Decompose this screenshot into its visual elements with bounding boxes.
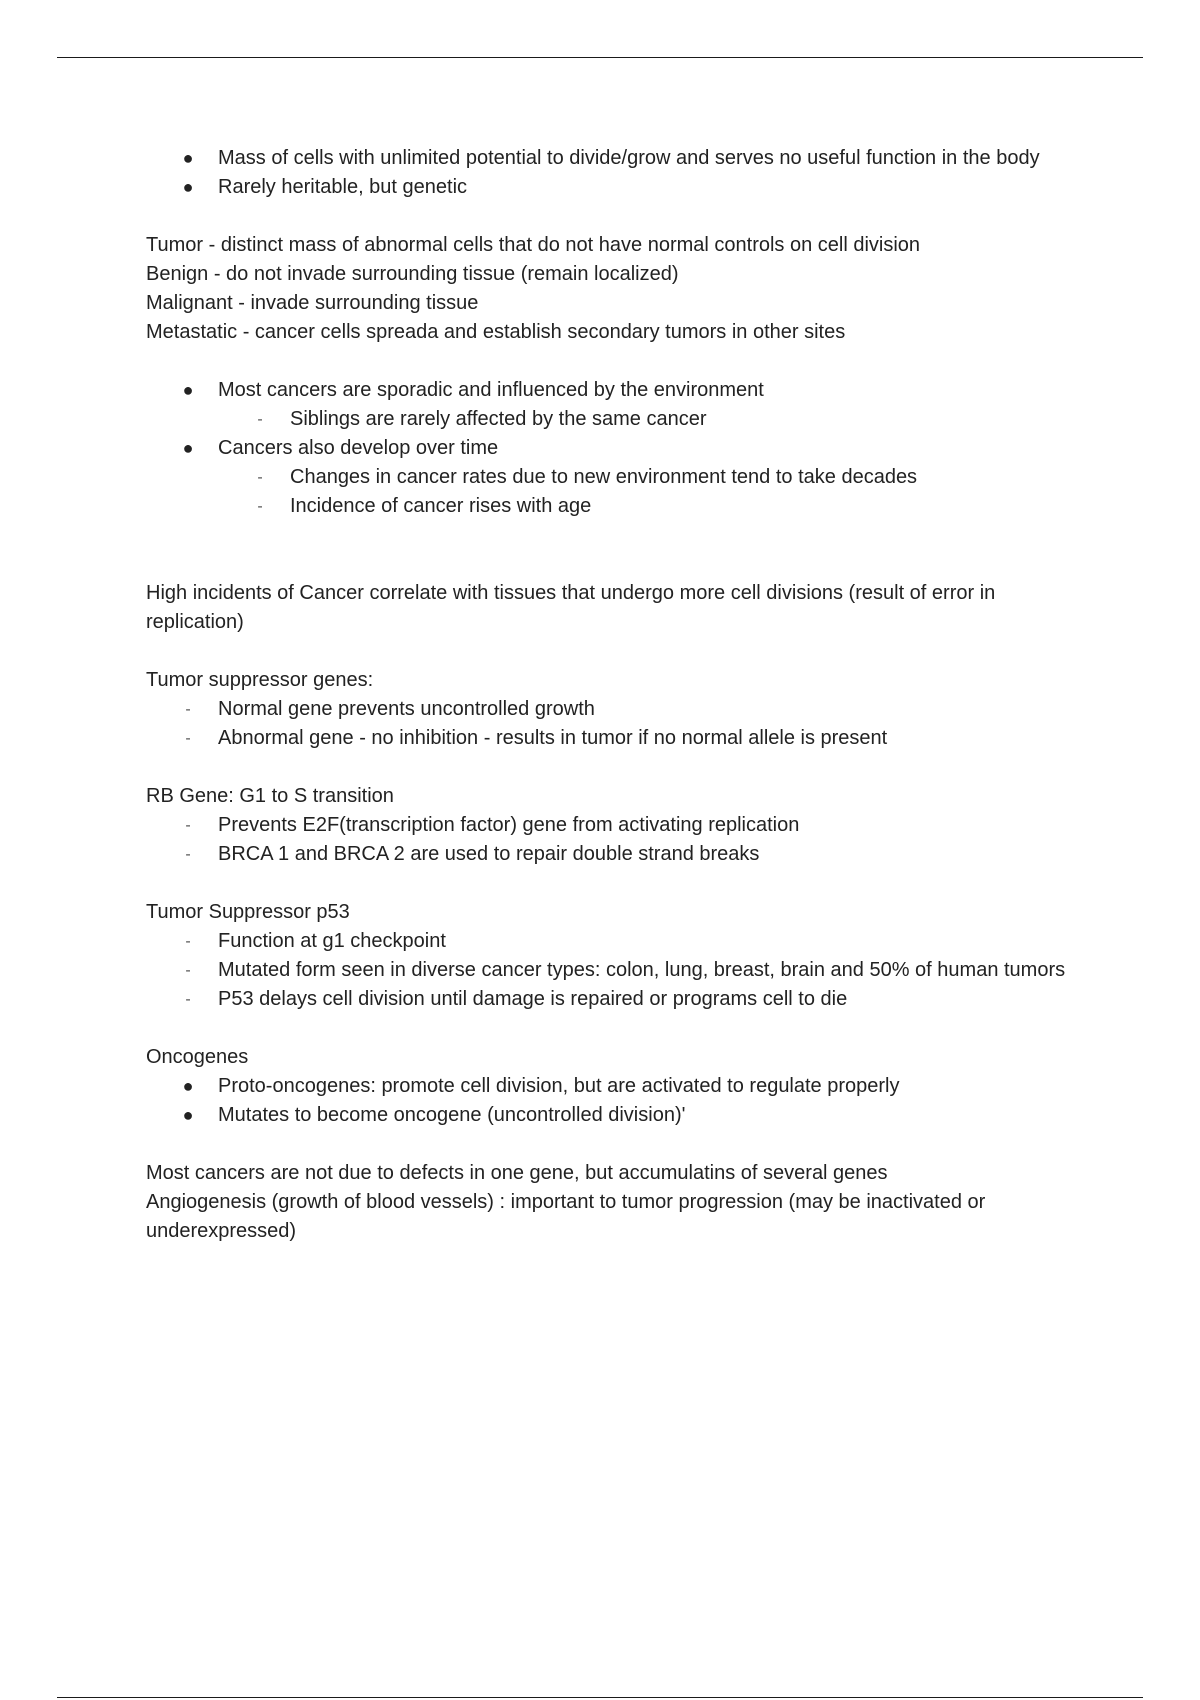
heading-tumor-suppressor-p53: Tumor Suppressor p53 xyxy=(146,901,350,923)
dash-marker: - xyxy=(185,962,191,979)
list-item xyxy=(146,927,1096,956)
definition-tumor: Tumor - distinct mass of abnormal cells that do not have normal controls on cell division xyxy=(146,234,921,256)
list-item xyxy=(146,724,1096,753)
header-rule xyxy=(57,57,1143,58)
sub-list-item-text: Changes in cancer rates due to new environment tend to take decades xyxy=(290,466,918,488)
sub-list-item-text: Siblings are rarely affected by the same cancer xyxy=(290,408,707,430)
definition-malignant: Malignant - invade surrounding tissue xyxy=(146,292,479,314)
dash-marker: - xyxy=(257,469,263,486)
list-item-text: Mutated form seen in diverse cancer types: colon, lung, breast, brain and 50% of human tumors xyxy=(218,959,1066,981)
heading-oncogenes: Oncogenes xyxy=(146,1046,249,1068)
sub-list-item xyxy=(146,405,1096,434)
heading-rb-gene: RB Gene: G1 to S transition xyxy=(146,785,394,807)
dash-marker: - xyxy=(185,701,191,718)
dash-marker: - xyxy=(257,498,263,515)
list-item xyxy=(146,173,1096,202)
list-item xyxy=(146,376,1096,405)
list-item xyxy=(146,1101,1096,1130)
paragraph-angiogenesis: Angiogenesis (growth of blood vessels) : important to tumor progression (may be inactivated or underexpressed) xyxy=(146,1191,986,1242)
list-item-text: Most cancers are sporadic and influenced by the environment xyxy=(218,379,764,401)
heading-tumor-suppressor-genes: Tumor suppressor genes: xyxy=(146,669,374,691)
list-item-text: BRCA 1 and BRCA 2 are used to repair double strand breaks xyxy=(218,843,760,865)
definition-metastatic: Metastatic - cancer cells spreada and establish secondary tumors in other sites xyxy=(146,321,846,343)
dash-marker: - xyxy=(185,846,191,863)
paragraph-multiple-genes: Most cancers are not due to defects in one gene, but accumulatins of several genes xyxy=(146,1162,888,1184)
list-item xyxy=(146,434,1096,463)
list-item xyxy=(146,956,1096,985)
sub-list-item-text: Incidence of cancer rises with age xyxy=(290,495,592,517)
list-item xyxy=(146,811,1096,840)
list-item xyxy=(146,1072,1096,1101)
list-item-text: Proto-oncogenes: promote cell division, but are activated to regulate properly xyxy=(218,1075,900,1097)
list-item-text: Mass of cells with unlimited potential to divide/grow and serves no useful function in the body xyxy=(218,147,1040,169)
bullet-marker: ● xyxy=(182,380,194,400)
dash-marker: - xyxy=(185,933,191,950)
list-item xyxy=(146,144,1096,173)
bullet-marker: ● xyxy=(182,148,194,168)
list-item-text: Prevents E2F(transcription factor) gene from activating replication xyxy=(218,814,800,836)
dash-marker: - xyxy=(185,991,191,1008)
paragraph-cell-divisions: High incidents of Cancer correlate with tissues that undergo more cell divisions (result of error in replication) xyxy=(146,582,996,633)
list-item-text: Function at g1 checkpoint xyxy=(218,930,446,952)
list-item-text: Normal gene prevents uncontrolled growth xyxy=(218,698,595,720)
bullet-marker: ● xyxy=(182,1076,194,1096)
sub-list-item xyxy=(146,463,1096,492)
list-item-text: P53 delays cell division until damage is repaired or programs cell to die xyxy=(218,988,848,1010)
list-item xyxy=(146,985,1096,1014)
bullet-marker: ● xyxy=(182,1105,194,1125)
dash-marker: - xyxy=(185,730,191,747)
list-item xyxy=(146,840,1096,869)
footer-rule xyxy=(57,1697,1143,1698)
list-item-text: Cancers also develop over time xyxy=(218,437,499,459)
definition-benign: Benign - do not invade surrounding tissue (remain localized) xyxy=(146,263,679,285)
list-item-text: Abnormal gene - no inhibition - results in tumor if no normal allele is present xyxy=(218,727,888,749)
bullet-marker: ● xyxy=(182,177,194,197)
list-item xyxy=(146,695,1096,724)
list-item-text: Mutates to become oncogene (uncontrolled division)' xyxy=(218,1104,686,1126)
bullet-marker: ● xyxy=(182,438,194,458)
document-body xyxy=(146,144,1096,1246)
dash-marker: - xyxy=(185,817,191,834)
dash-marker: - xyxy=(257,411,263,428)
sub-list-item xyxy=(146,492,1096,521)
list-item-text: Rarely heritable, but genetic xyxy=(218,176,468,198)
